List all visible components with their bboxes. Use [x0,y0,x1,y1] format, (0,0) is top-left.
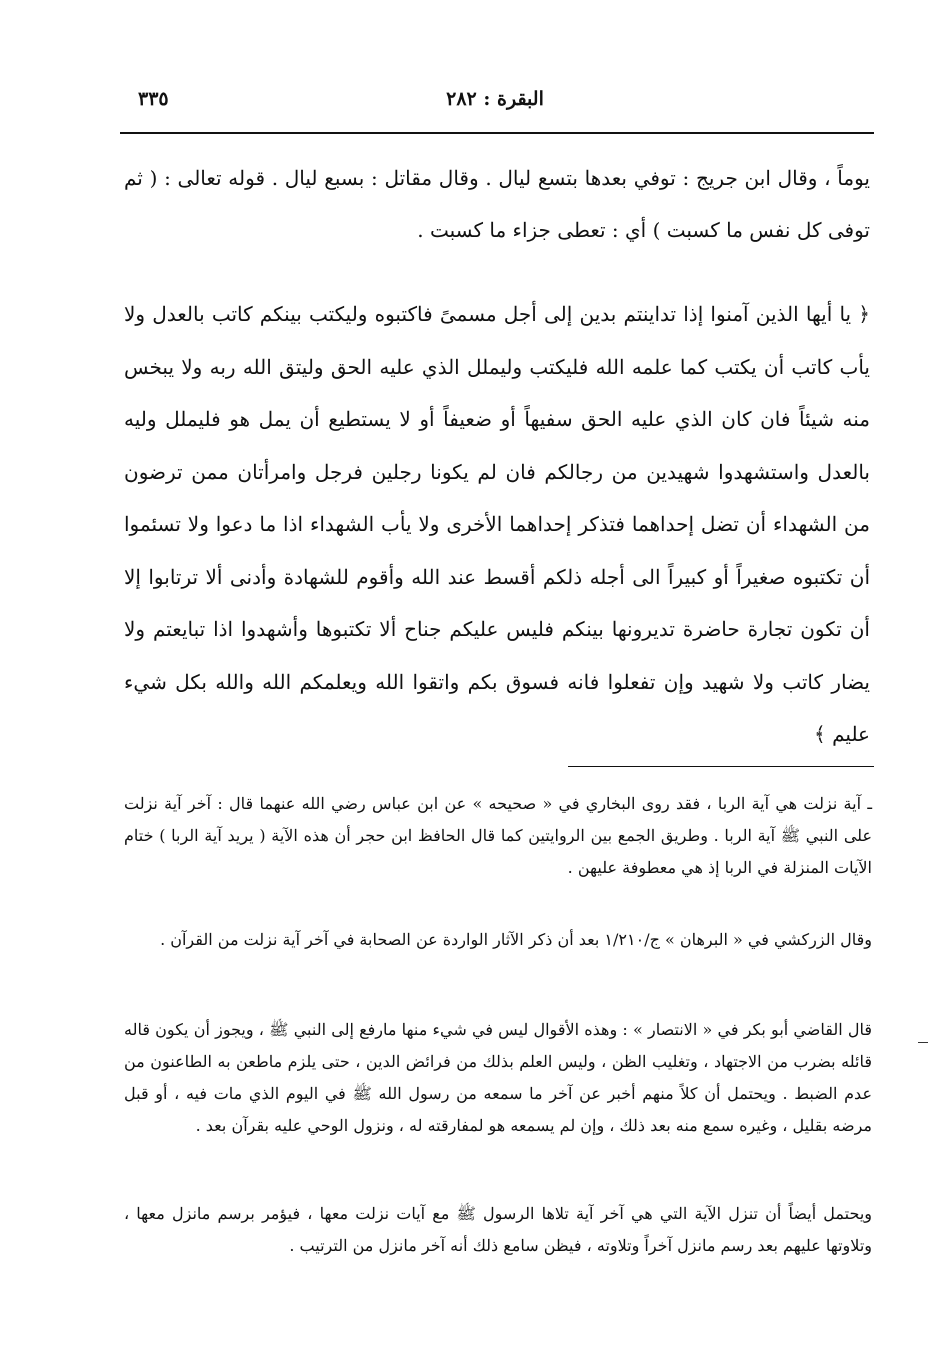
margin-tick [918,1042,928,1043]
quran-verse-paragraph: ﴿ يا أيها الذين آمنوا إذا تداينتم بدين إلى أجل مسمىً فاكتبوه وليكتب بينكم كاتب بالعدل ولا يأب كاتب أن يكتب كما علمه الله فليكتب وليملل الذي عليه الحق وليتق الله ربه ولا يبخس منه شيئاً فان كان الذي عليه الحق سفيهاً أو ضعيفاً أو لا يستطيع أن يمل هو فليملل وليه بالعدل واستشهدوا شهيدين من رجالكم فان لم يكونا رجلين فرجل وامرأتان ممن ترضون من الشهداء أن تضل إحداهما فتذكر إحداهما الأخرى ولا يأب الشهداء اذا ما دعوا ولا تسئموا أن تكتبوه صغيراً أو كبيراً الى أجله ذلكم أقسط عند الله وأقوم للشهادة وأدنى ألا ترتابوا إلا أن تكون تجارة حاضرة تديرونها بينكم فليس عليكم جناح ألا تكتبوها وأشهدوا اذا تبايعتم ولا يضار كاتب ولا شهيد وإن تفعلوا فانه فسوق بكم واتقوا الله ويعلمكم الله والله بكل شيء عليم ﴾ [124,302,870,746]
footnote-paragraph: ويحتمل أيضاً أن تنزل الآية التي هي آخر آية تلاها الرسول ﷺ مع آيات نزلت معها ، فيؤمر برسم مانزل معها ، وتلاوتها عليهم بعد رسم مانزل آخراً وتلاوته ، فيظن سامع ذلك أنه آخر مانزل من الترتيب . [124,1204,872,1255]
page-number: ٣٣٥ [138,88,169,110]
footnote-divider [568,766,874,767]
footnote-paragraph: قال القاضي أبو بكر في « الانتصار » : وهذه الأقوال ليس في شيء منها مارفع إلى النبي ﷺ ، ويجوز أن يكون قاله قائله بضرب من الاجتهاد ، وتغليب الظن ، وليس العلم بذلك من فرائض الدين ، حتى يلزم ماطعن به الطاعنون من عدم الضبط . ويحتمل أن كلاً منهم أخبر عن آخر ما سمعه من رسول الله ﷺ في اليوم الذي مات فيه ، أو قبل مرضه بقليل ، وغيره سمع منه بعد ذلك ، وإن لم يسمعه هو لمفارقته له ، ونزول الوحي عليه بقرآن بعد . [124,1020,872,1135]
surah-verse-title: البقرة : ٢٨٢ [446,88,544,110]
header-divider [120,132,874,134]
footnote-paragraph: ـ آية نزلت هي آية الربا ، فقد روى البخاري في « صحيحه » عن ابن عباس رضي الله عنهما قال : آخر آية نزلت على النبي ﷺ آية الربا . وطريق الجمع بين الروايتين كما قال الحافظ ابن حجر أن هذه الآية ( يريد آية الربا ) ختام الآيات المنزلة في الربا إذ هي معطوفة عليهن . [124,794,872,877]
intro-paragraph: يوماً ، وقال ابن جريج : توفي بعدها بتسع ليال . وقال مقاتل : بسبع ليال . قوله تعالى : ( ثم توفى كل نفس ما كسبت ) أي : تعطى جزاء ما كسبت . [124,166,870,242]
footnote-paragraph: وقال الزركشي في « البرهان » ج/١/٢١٠ بعد أن ذكر الآثار الواردة عن الصحابة في آخر آية نزلت من القرآن . [160,930,872,949]
running-header [120,84,870,120]
